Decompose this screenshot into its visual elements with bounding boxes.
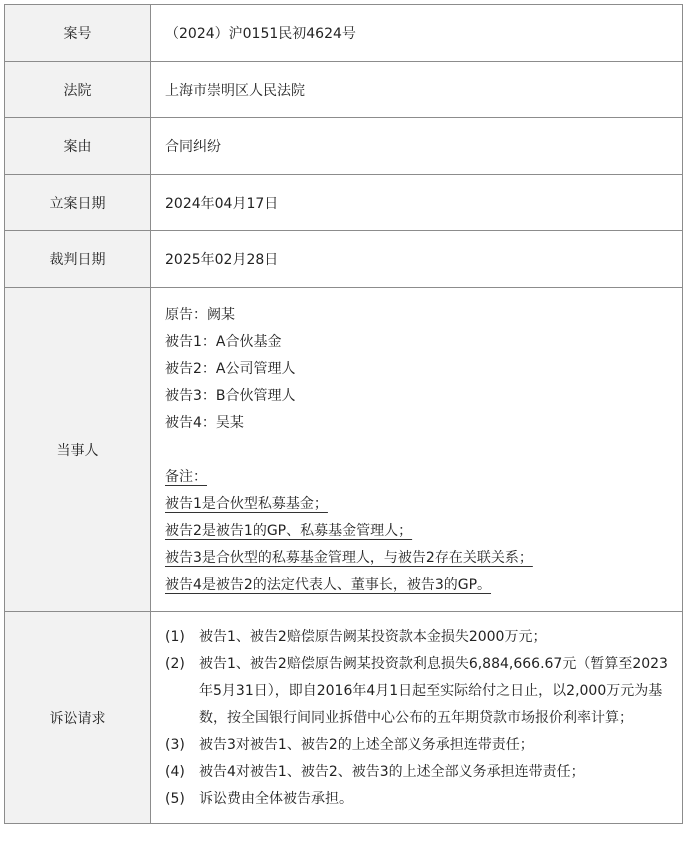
court-label: 法院 xyxy=(5,62,151,118)
parties-row xyxy=(5,288,683,612)
judgment-date-value: 2025年02月28日 xyxy=(151,231,683,288)
party-defendant-2: 被告2：A公司管理人 xyxy=(165,361,296,377)
cause-row xyxy=(5,118,683,175)
claim-item xyxy=(165,732,674,759)
note-item: 被告4是被告2的法定代表人、董事长，被告3的GP。 xyxy=(165,577,492,593)
case-info-table xyxy=(4,4,683,824)
party-defendant-3: 被告3：B合伙管理人 xyxy=(165,388,296,404)
claim-number: (2) xyxy=(165,656,185,672)
claims-label: 诉讼请求 xyxy=(5,612,151,824)
party-defendant-4: 被告4：吴某 xyxy=(165,415,244,431)
claim-text: 被告1、被告2赔偿原告阙某投资款利息损失6,884,666.67元（暂算至2023年5月31日），即自2016年4月1日起至实际给付之日止，以2,000万元为基数，按全国银行间同业拆借中心公布的五年期贷款市场报价利率计算； xyxy=(199,656,668,726)
claim-number: (4) xyxy=(165,764,185,780)
claim-text: 被告1、被告2赔偿原告阙某投资款本金损失2000万元； xyxy=(199,629,547,645)
claim-number: (3) xyxy=(165,737,185,753)
note-item: 被告1是合伙型私募基金； xyxy=(165,496,328,512)
party-defendant-1: 被告1：A合伙基金 xyxy=(165,334,282,350)
parties-label: 当事人 xyxy=(5,288,151,612)
cause-value: 合同纠纷 xyxy=(151,118,683,175)
claim-item xyxy=(165,651,674,732)
filing-date-label: 立案日期 xyxy=(5,175,151,231)
spacer xyxy=(165,437,674,464)
claims-row xyxy=(5,612,683,824)
judgment-date-label: 裁判日期 xyxy=(5,231,151,288)
filing-date-value: 2024年04月17日 xyxy=(151,175,683,231)
claim-item xyxy=(165,624,674,651)
court-row xyxy=(5,62,683,118)
claim-text: 被告4对被告1、被告2、被告3的上述全部义务承担连带责任； xyxy=(199,764,585,780)
cause-label: 案由 xyxy=(5,118,151,175)
notes-heading: 备注： xyxy=(165,469,207,485)
claim-number: (1) xyxy=(165,629,185,645)
note-item: 被告2是被告1的GP、私募基金管理人； xyxy=(165,523,413,539)
claim-item xyxy=(165,759,674,786)
parties-value xyxy=(151,288,683,612)
case-number-row xyxy=(5,5,683,62)
claim-item xyxy=(165,786,674,813)
claims-value xyxy=(151,612,683,824)
claim-number: (5) xyxy=(165,791,185,807)
filing-date-row xyxy=(5,175,683,231)
court-value: 上海市崇明区人民法院 xyxy=(151,62,683,118)
case-number-label: 案号 xyxy=(5,5,151,62)
note-item: 被告3是合伙型的私募基金管理人，与被告2存在关联关系； xyxy=(165,550,533,566)
claim-text: 被告3对被告1、被告2的上述全部义务承担连带责任； xyxy=(199,737,534,753)
case-number-value: （2024）沪0151民初4624号 xyxy=(151,5,683,62)
party-plaintiff: 原告：阙某 xyxy=(165,307,235,323)
claim-text: 诉讼费由全体被告承担。 xyxy=(199,791,353,807)
judgment-date-row xyxy=(5,231,683,288)
